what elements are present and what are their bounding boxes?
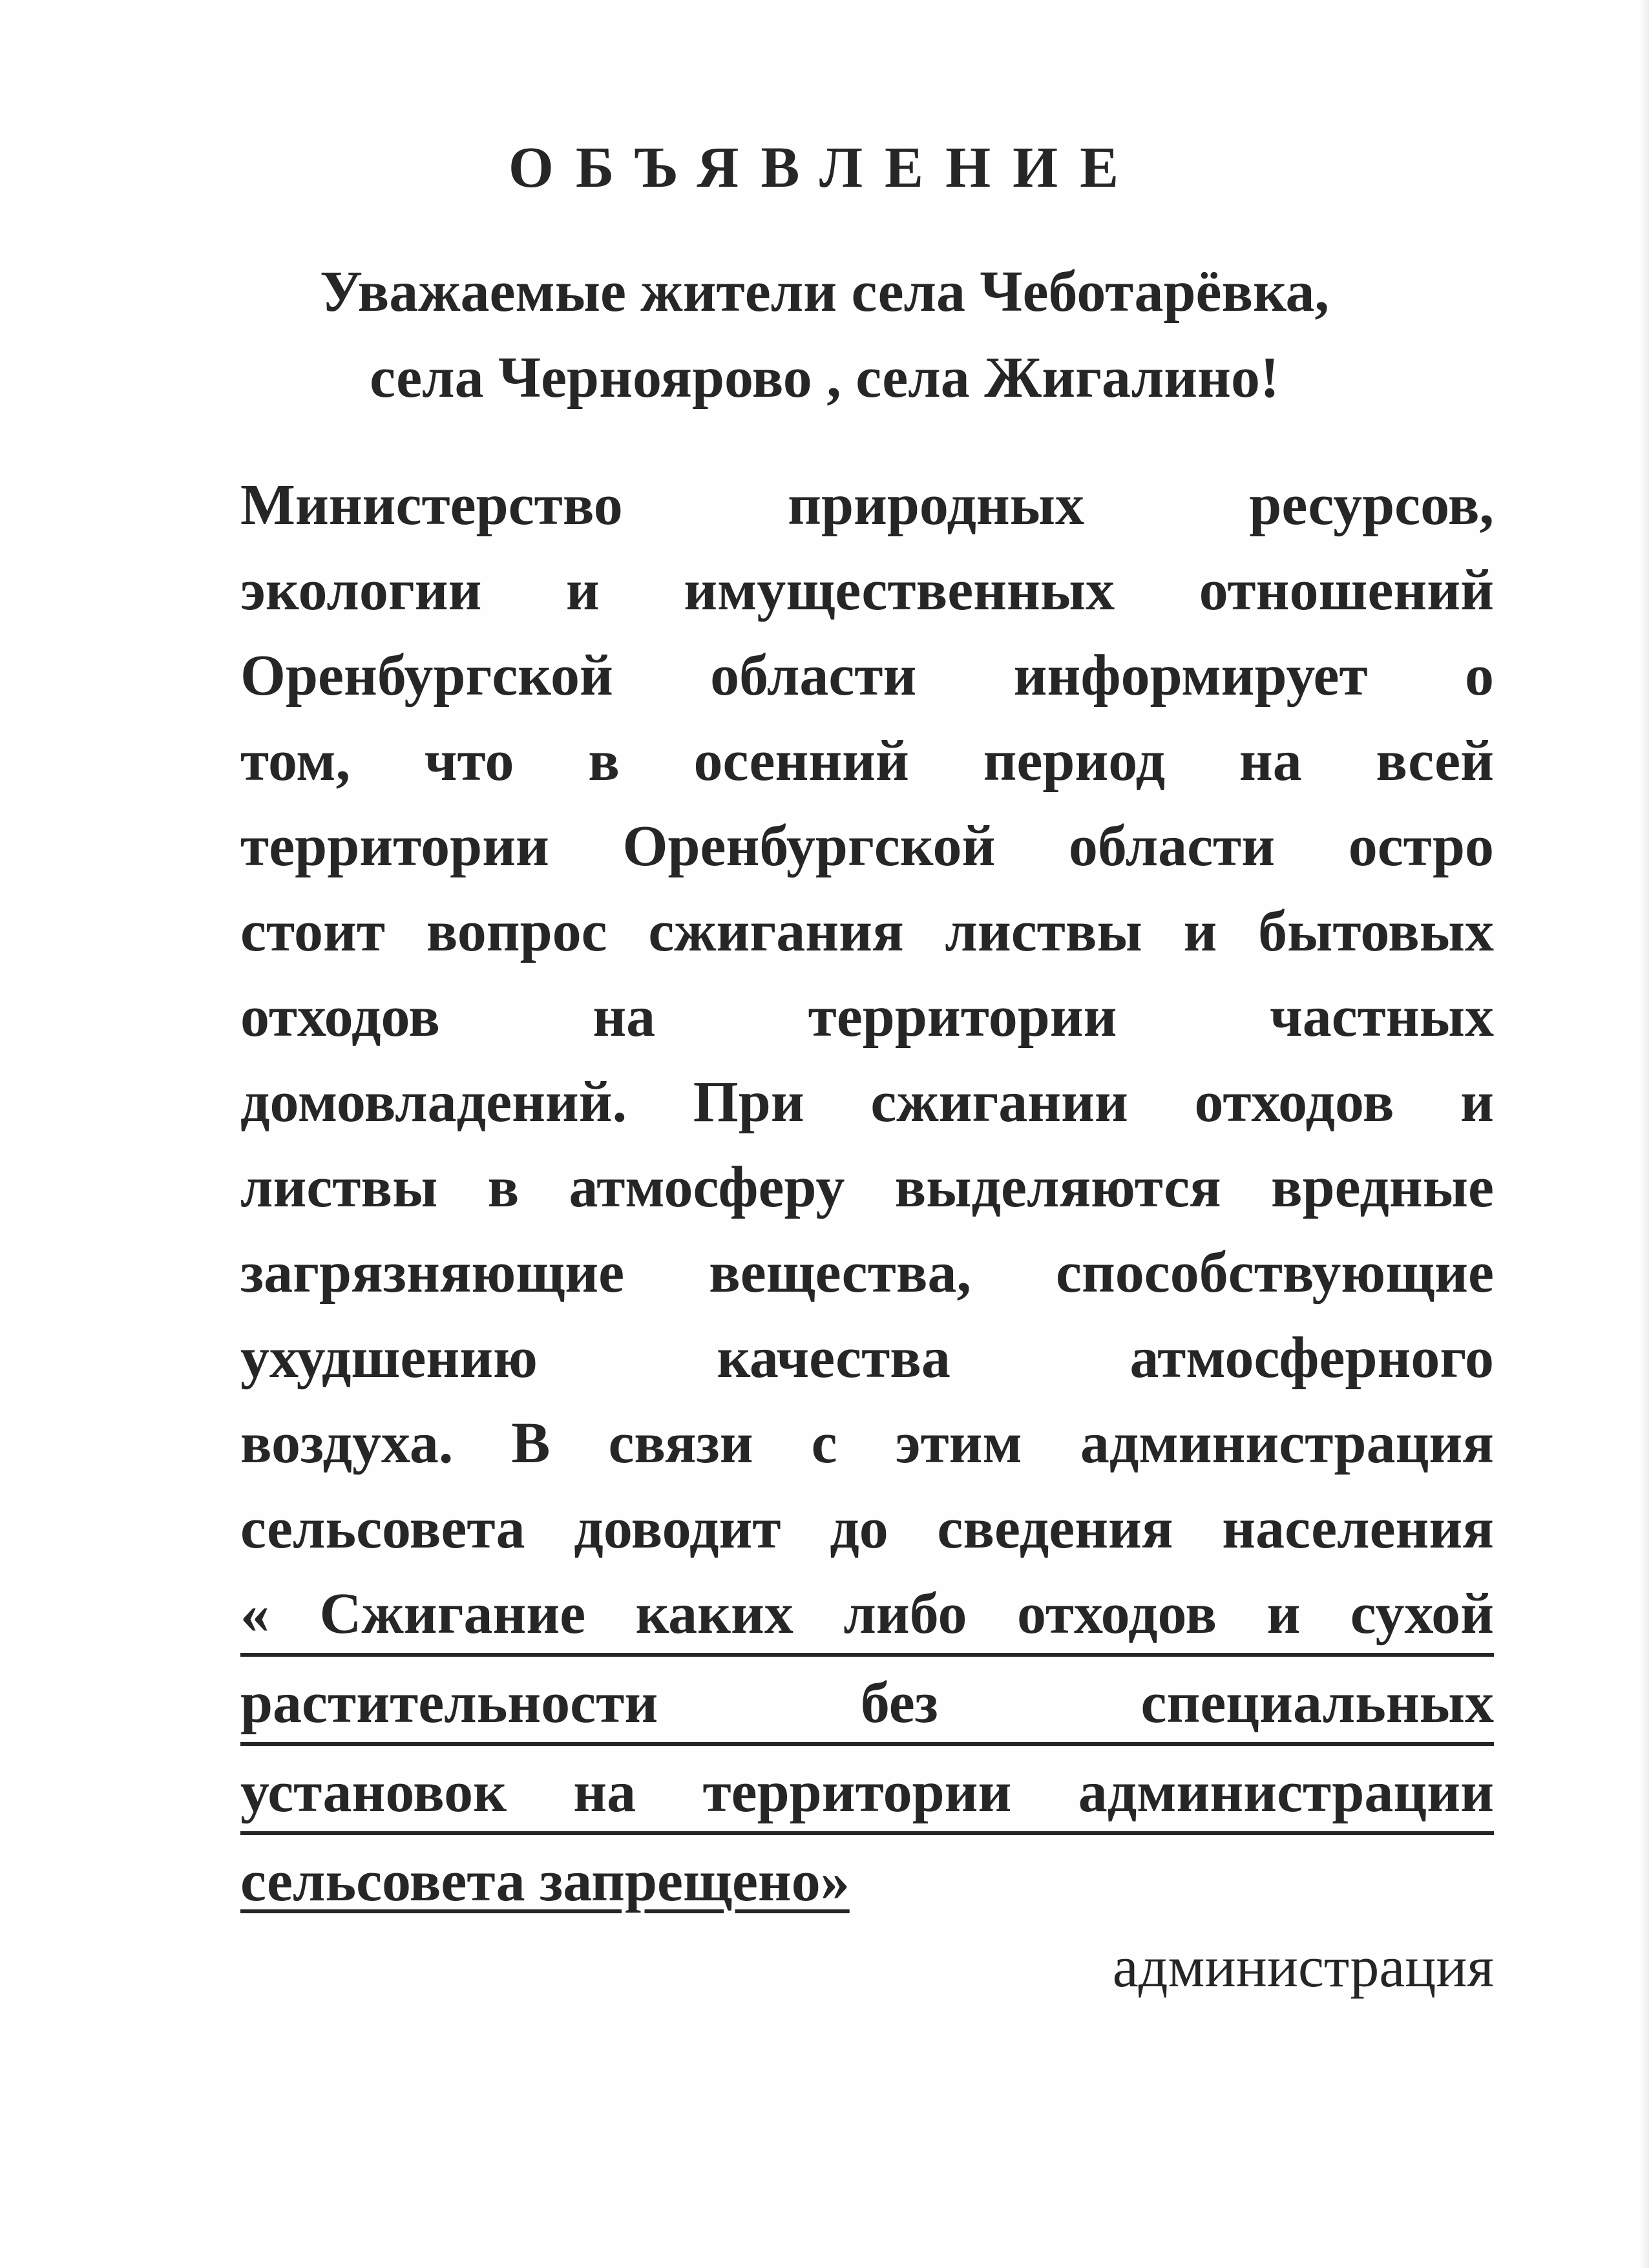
word: на: [593, 985, 656, 1049]
word: Оренбургской: [622, 814, 996, 878]
prohibition-line: [240, 1661, 1494, 1746]
word: сельсовета: [240, 1496, 525, 1560]
word: о: [1464, 644, 1494, 708]
word: природных: [788, 473, 1084, 537]
body-line: [240, 1316, 1494, 1401]
word: населения: [1222, 1496, 1494, 1560]
body-line: [240, 1230, 1494, 1316]
word: том,: [240, 729, 351, 793]
word: период: [983, 729, 1166, 793]
word: установок: [240, 1760, 507, 1824]
address-line: Уважаемые жители села Чеботарёвка,: [319, 260, 1330, 324]
word: вопрос: [426, 899, 607, 963]
word: атмосферного: [1129, 1326, 1494, 1390]
word: и: [1266, 1582, 1301, 1646]
word: бытовых: [1258, 899, 1494, 963]
word: листвы: [240, 1155, 438, 1219]
body-line: [240, 548, 1494, 633]
announcement-body: [240, 463, 1494, 1924]
prohibition-last-line: [240, 1839, 1494, 1924]
announcement-heading: ОБЪЯВЛЕНИЕ: [508, 136, 1141, 200]
prohibition-line: [240, 1571, 1494, 1657]
word: Сжигание: [319, 1582, 586, 1646]
word: каких: [635, 1582, 793, 1646]
word: домовладений.: [240, 1070, 627, 1134]
word: и: [1183, 899, 1217, 963]
prohibition-last-line-text: сельсовета запрещено»: [240, 1849, 850, 1913]
word: без: [860, 1671, 938, 1735]
word: сухой: [1350, 1582, 1494, 1646]
word: стоит: [240, 899, 386, 963]
address-line: села Черноярово , села Жигалино!: [370, 346, 1279, 410]
word: на: [1239, 729, 1302, 793]
body-line: [240, 633, 1494, 719]
word: области: [710, 644, 917, 708]
word: сжигании: [870, 1070, 1128, 1134]
word: имущественных: [684, 558, 1115, 622]
word: и: [1460, 1070, 1494, 1134]
body-line: [240, 1145, 1494, 1230]
word: территории: [808, 985, 1117, 1049]
word: ухудшению: [240, 1326, 538, 1390]
word: Оренбургской: [240, 644, 613, 708]
word: сжигания: [648, 899, 904, 963]
word: Министерство: [240, 473, 623, 537]
body-line: [240, 889, 1494, 974]
word: администрация: [1080, 1411, 1494, 1475]
word: качества: [717, 1326, 951, 1390]
word: частных: [1269, 985, 1494, 1049]
word: листвы: [945, 899, 1142, 963]
word: отходов: [1194, 1070, 1394, 1134]
word: осенний: [693, 729, 909, 793]
body-line: [240, 1060, 1494, 1145]
word: и: [565, 558, 600, 622]
word: территории: [240, 814, 549, 878]
word: области: [1068, 814, 1276, 878]
body-paragraph: [240, 463, 1494, 1571]
body-line: [240, 1401, 1494, 1486]
word: с: [811, 1411, 837, 1475]
address-block: [0, 249, 1649, 421]
word: ресурсов,: [1249, 473, 1494, 537]
word: что: [424, 729, 514, 793]
word: В: [511, 1411, 551, 1475]
prohibition-statement: [240, 1571, 1494, 1835]
prohibition-line: [240, 1750, 1494, 1835]
word: воздуха.: [240, 1411, 454, 1475]
body-line: [240, 1486, 1494, 1571]
word: «: [240, 1582, 269, 1646]
word: отходов: [1017, 1582, 1217, 1646]
word: всей: [1376, 729, 1494, 793]
word: до: [830, 1496, 888, 1560]
body-line: [240, 719, 1494, 804]
body-line: [240, 804, 1494, 889]
word: связи: [608, 1411, 753, 1475]
word: выделяются: [894, 1155, 1221, 1219]
word: информирует: [1013, 644, 1368, 708]
word: в: [487, 1155, 520, 1219]
word: При: [693, 1070, 804, 1134]
word: либо: [843, 1582, 967, 1646]
word: способствующие: [1056, 1241, 1494, 1305]
body-line: [240, 974, 1494, 1060]
word: отношений: [1199, 558, 1494, 622]
word: сведения: [937, 1496, 1173, 1560]
word: отходов: [240, 985, 440, 1049]
word: на: [573, 1760, 636, 1824]
word: этим: [895, 1411, 1022, 1475]
word: вещества,: [709, 1241, 971, 1305]
word: доводит: [574, 1496, 781, 1560]
word: администрации: [1078, 1760, 1494, 1824]
word: в: [588, 729, 620, 793]
word: остро: [1348, 814, 1494, 878]
word: экологии: [240, 558, 482, 622]
word: растительности: [240, 1671, 658, 1735]
signature: администрация: [1112, 1935, 1494, 1999]
word: вредные: [1270, 1155, 1494, 1219]
body-line: [240, 463, 1494, 548]
word: территории: [702, 1760, 1012, 1824]
word: атмосферу: [569, 1155, 845, 1219]
word: загрязняющие: [240, 1241, 625, 1305]
word: специальных: [1140, 1671, 1494, 1735]
